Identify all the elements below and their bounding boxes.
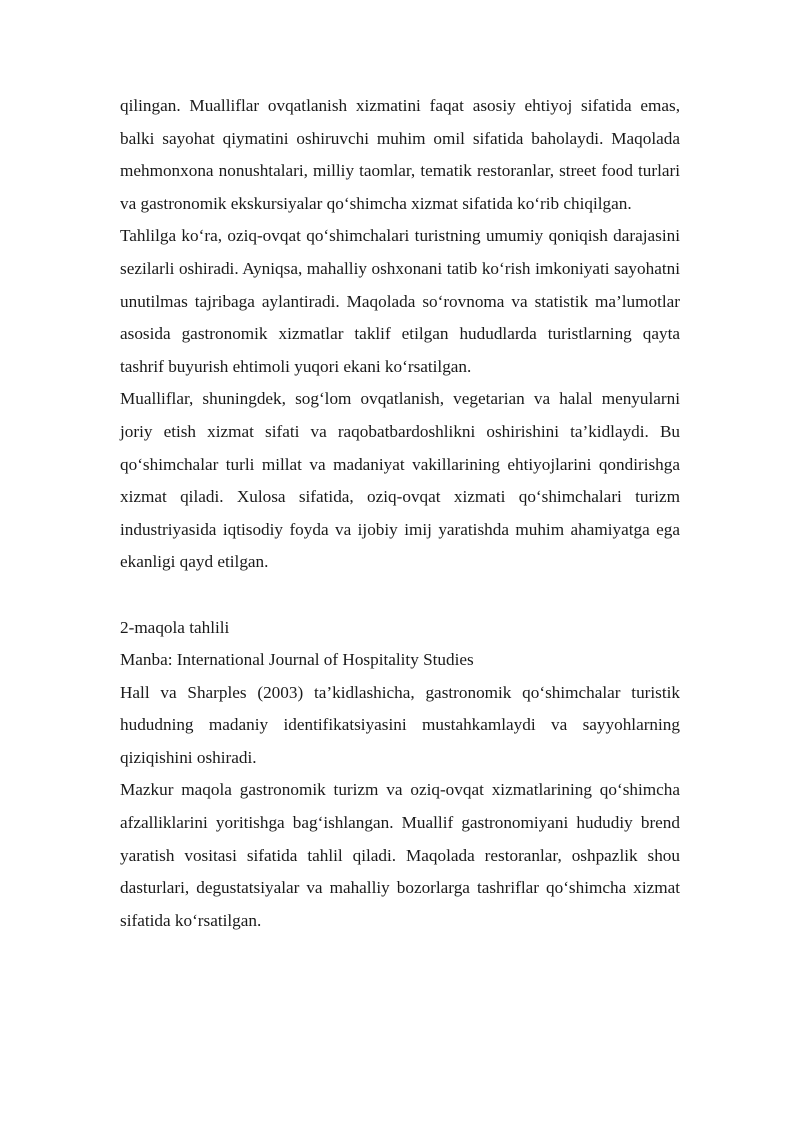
section-heading: 2-maqola tahlili — [120, 617, 230, 637]
document-page — [120, 90, 680, 937]
paragraph-4: Hall va Sharples (2003) ta’kidlashicha, gastronomik qo‘shimchalar turistik hududning madaniy identifikatsiyasini mustahkamlaydi va sayyohlarning qiziqishini oshiradi. — [120, 682, 680, 767]
source-line: Manba: International Journal of Hospitality Studies — [120, 650, 474, 670]
paragraph-3: Mualliflar, shuningdek, sog‘lom ovqatlanish, vegetarian va halal menyularni joriy etish xizmat sifati va raqobatbardoshlikni oshirishini ta’kidlaydi. Bu qo‘shimchalar turli millat va madaniyat vakillarining ehtiyojlarini qondirishga xizmat qiladi. Xulosa sifatida, oziq-ovqat xizmati qo‘shimchalari turizm industriyasida iqtisodiy foyda va ijobiy imij yaratishda muhim ahamiyatga ega ekanligi qayd etilgan. — [120, 389, 680, 572]
paragraph-1: qilingan. Mualliflar ovqatlanish xizmatini faqat asosiy ehtiyoj sifatida emas, balki sayohat qiymatini oshiruvchi muhim omil sifatida baholaydi. Maqolada mehmonxona nonushtalari, milliy taomlar, tematik restoranlar, street food turlari va gastronomik ekskursiyalar qo‘shimcha xizmat sifatida ko‘rib chiqilgan. — [120, 96, 680, 213]
paragraph-5: Mazkur maqola gastronomik turizm va oziq-ovqat xizmatlarining qo‘shimcha afzalliklarini yoritishga bag‘ishlangan. Muallif gastronomiyani hududiy brend yaratish vositasi sifatida tahlil qiladi. Maqolada restoranlar, oshpazlik shou dasturlari, degustatsiyalar va mahalliy bozorlarga tashriflar qo‘shimcha xizmat sifatida ko‘rsatilgan. — [120, 780, 680, 930]
blank-line — [120, 579, 680, 612]
paragraph-2: Tahlilga ko‘ra, oziq-ovqat qo‘shimchalari turistning umumiy qoniqish darajasini sezilarli oshiradi. Ayniqsa, mahalliy oshxonani tatib ko‘rish imkoniyati sayohatni unutilmas tajribaga aylantiradi. Maqolada so‘rovnoma va statistik ma’lumotlar asosida gastronomik xizmatlar taklif etilgan hududlarda turistlarning qayta tashrif buyurish ehtimoli yuqori ekani ko‘rsatilgan. — [120, 226, 680, 376]
